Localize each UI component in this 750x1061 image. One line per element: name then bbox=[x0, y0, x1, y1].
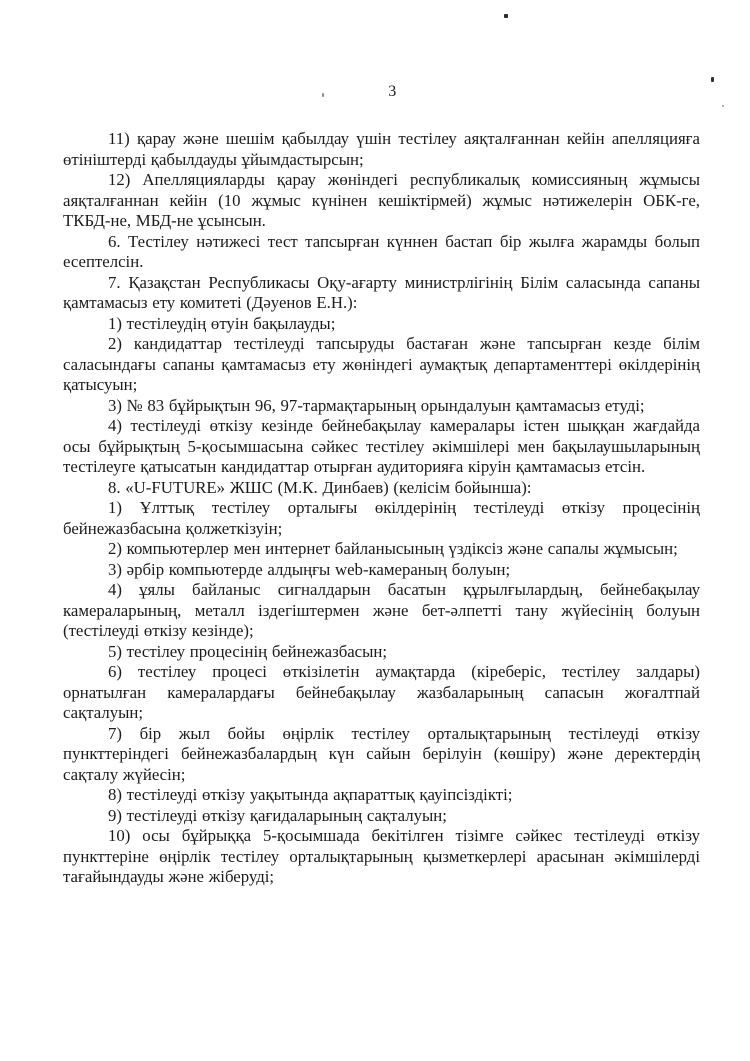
paragraph: 8) тестілеуді өткізу уақытында ақпараттық қауіпсіздікті; bbox=[108, 785, 513, 804]
page-number: 3 bbox=[388, 83, 397, 100]
scan-artifact bbox=[711, 77, 714, 82]
document-body bbox=[63, 129, 700, 888]
scan-artifact bbox=[722, 105, 724, 107]
paragraph: 7. Қазақстан Республикасы Оқу-ағарту министрлігінің Білім саласында сапаны қамтамасыз ету комитеті (Дәуенов Е.Н.): bbox=[63, 272, 700, 312]
scan-artifact bbox=[504, 14, 508, 18]
paragraph: 1) Ұлттық тестілеу орталығы өкілдерінің тестілеуді өткізу процесінің бейнежазбасына қолжеткізуін; bbox=[63, 498, 700, 538]
paragraph: 2) компьютерлер мен интернет байланысының үздіксіз және сапалы жұмысын; bbox=[108, 539, 678, 558]
paragraph: 6) тестілеу процесі өткізілетін аумақтарда (кіреберіс, тестілеу залдары) орнатылған камералардағы бейнебақылау жазбаларының сапасын жоғалтпай сақталуын; bbox=[63, 662, 700, 722]
paragraph: 1) тестілеудің өтуін бақылауды; bbox=[108, 313, 336, 333]
paragraph: 8. «U-FUTURE» ЖШС (М.К. Динбаев) (келісім бойынша): bbox=[108, 477, 532, 497]
paragraph: 2) кандидаттар тестілеуді тапсыруды бастаған және тапсырған кезде білім саласындағы сапаны қамтамасыз ету жөніндегі аумақтық департаменттері өкілдерінің қатысуын; bbox=[63, 334, 700, 394]
paragraph: 3) әрбір компьютерде алдыңғы web-камераның болуын; bbox=[108, 559, 511, 579]
paragraph: 4) тестілеуді өткізу кезінде бейнебақылау камералары істен шыққан жағдайда осы бұйрықтың 5-қосымшасына сәйкес тестілеу әкімшілері мен бақылаушыларының тестілеуге қатысатын кандидаттар отырған аудиторияға кіруін қамтамасыз етсін. bbox=[63, 416, 700, 476]
paragraph: 7) бір жыл бойы өңірлік тестілеу орталықтарының тестілеуді өткізу пункттеріндегі бейнежазбалардың күн сайын берілуін (көшіру) және деректердің сақталу жүйесін; bbox=[63, 723, 700, 784]
paragraph: 6. Тестілеу нәтижесі тест тапсырған күннен бастап бір жылға жарамды болып есептелсін. bbox=[63, 231, 700, 271]
paragraph: 3) № 83 бұйрықтын 96, 97-тармақтарының орындалуын қамтамасыз етуді; bbox=[108, 395, 645, 415]
paragraph: 4) ұялы байланыс сигналдарын басатын құрылғылардың, бейнебақылау камераларының, металл іздегіштермен және бет-әлпетті тану жүйесінің болуын (тестілеуді өткізу кезінде); bbox=[63, 580, 700, 640]
paragraph: 10) осы бұйрыққа 5-қосымшада бекітілген тізімге сәйкес тестілеуді өткізу пункттеріне өңірлік тестілеу орталықтарының қызметкерлері арасынан әкімшілерді тағайындауды және жіберуді; bbox=[63, 826, 700, 886]
paragraph: 5) тестілеу процесінің бейнежазбасын; bbox=[108, 641, 388, 661]
paragraph: 11) қарау және шешім қабылдау үшін тестілеу аяқталғаннан кейін апелляцияға өтініштерді қабылдауды ұйымдастырсын; bbox=[63, 129, 700, 169]
paragraph: 12) Апелляцияларды қарау жөніндегі республикалық комиссияның жұмысы аяқталғаннан кейін (10 жұмыс күнінен кешіктірмей) жұмыс нәтижелерін ОБК-ге, ТКБД-не, МБД-не ұсынсын. bbox=[63, 170, 700, 230]
page-content bbox=[63, 82, 700, 888]
paragraph: 9) тестілеуді өткізу қағидаларының сақталуын; bbox=[108, 805, 447, 825]
